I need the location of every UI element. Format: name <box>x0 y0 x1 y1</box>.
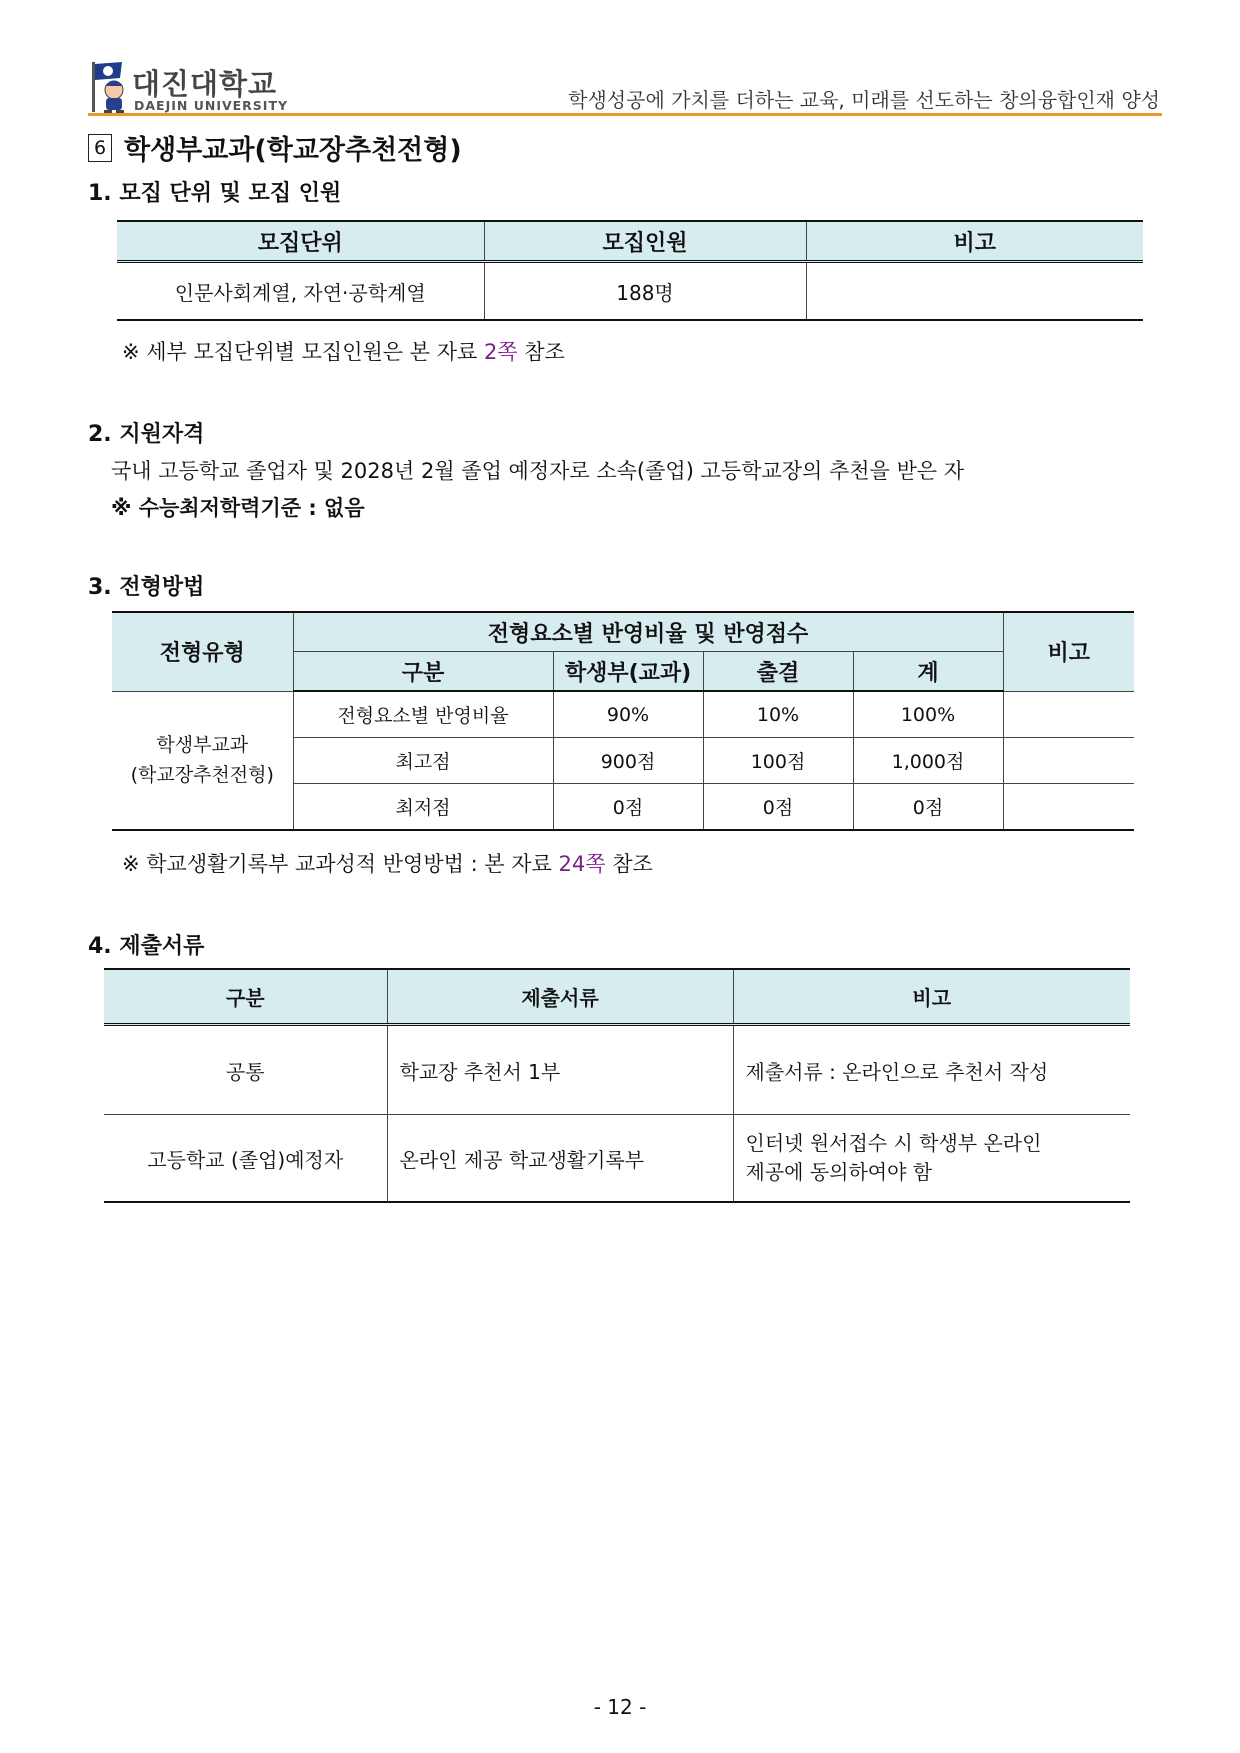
heading-documents: 4. 제출서류 <box>88 934 205 959</box>
header-documents: 제출서류 <box>387 969 733 1025</box>
section-title <box>88 128 462 167</box>
method-note <box>122 848 653 878</box>
evaluation-table <box>112 611 1134 831</box>
recruitment-table <box>117 220 1143 321</box>
section-number-box: 6 <box>88 134 112 162</box>
cell-category: 고등학교 (졸업)예정자 <box>104 1115 387 1203</box>
logo-text-english: DAEJIN UNIVERSITY <box>134 98 289 113</box>
subheader-total: 계 <box>853 652 1003 692</box>
header-rule <box>88 113 1162 116</box>
table-cell <box>1003 691 1134 738</box>
table-cell: 10% <box>703 691 853 738</box>
cell-remark <box>806 262 1143 321</box>
cell-count: 188명 <box>484 262 806 321</box>
header-remark: 비고 <box>806 221 1143 262</box>
header-remark: 비고 <box>1003 612 1134 691</box>
type-name-line1: 학생부교과 <box>156 734 249 757</box>
subheader-record: 학생부(교과) <box>553 652 703 692</box>
note-text: ※ 학교생활기록부 교과성적 반영방법 : 본 자료 <box>122 852 559 876</box>
header-slogan: 학생성공에 가치를 더하는 교육, 미래를 선도하는 창의융합인재 양성 <box>568 88 1160 112</box>
remark-line1: 인터넷 원서접수 시 학생부 온라인 <box>745 1131 1042 1155</box>
documents-table <box>104 968 1130 1203</box>
table-cell: 최고점 <box>293 738 553 784</box>
table-cell: 0점 <box>553 784 703 831</box>
table-cell <box>1003 784 1134 831</box>
header-group: 전형요소별 반영비율 및 반영점수 <box>293 612 1003 652</box>
subheader-attendance: 출결 <box>703 652 853 692</box>
subheader-category: 구분 <box>293 652 553 692</box>
table-cell: 90% <box>553 691 703 738</box>
note-text-suffix: 참조 <box>605 852 653 876</box>
header-count: 모집인원 <box>484 221 806 262</box>
table-cell: 100점 <box>703 738 853 784</box>
logo-text-korean: 대진대학교 <box>132 67 278 101</box>
cell-documents: 학교장 추천서 1부 <box>387 1025 733 1115</box>
eligibility-text: 국내 고등학교 졸업자 및 2028년 2월 졸업 예정자로 소속(졸업) 고등학교장의 추천을 받은 자 <box>111 459 965 483</box>
table-cell: 100% <box>853 691 1003 738</box>
table-cell: 0점 <box>853 784 1003 831</box>
cell-type-name <box>112 691 293 830</box>
table-cell: 최저점 <box>293 784 553 831</box>
header-remark: 비고 <box>733 969 1130 1025</box>
header-unit: 모집단위 <box>117 221 484 262</box>
cell-unit: 인문사회계열, 자연·공학계열 <box>117 262 484 321</box>
eligibility-note: ※ 수능최저학력기준 : 없음 <box>111 496 365 520</box>
header-category: 구분 <box>104 969 387 1025</box>
type-name-line2: (학교장추천전형) <box>130 764 274 787</box>
note-text: ※ 세부 모집단위별 모집인원은 본 자료 <box>122 340 484 364</box>
cell-documents: 온라인 제공 학교생활기록부 <box>387 1115 733 1203</box>
note-page-ref: 2쪽 <box>483 340 518 364</box>
table-cell <box>1003 738 1134 784</box>
cell-remark: 제출서류 : 온라인으로 추천서 작성 <box>733 1025 1130 1115</box>
mascot-icon <box>88 58 132 116</box>
table-cell: 0점 <box>703 784 853 831</box>
table-cell: 900점 <box>553 738 703 784</box>
page-number: - 12 - <box>593 1695 647 1719</box>
cell-remark <box>733 1115 1130 1203</box>
section-title-text: 학생부교과(학교장추천전형) <box>124 135 462 166</box>
note-page-ref: 24쪽 <box>558 852 606 876</box>
university-logo <box>88 58 298 116</box>
heading-method: 3. 전형방법 <box>88 575 205 600</box>
note-text-suffix: 참조 <box>517 340 565 364</box>
heading-eligibility: 2. 지원자격 <box>88 422 205 447</box>
header-type: 전형유형 <box>112 612 293 691</box>
heading-recruitment: 1. 모집 단위 및 모집 인원 <box>88 181 342 206</box>
table-cell: 전형요소별 반영비율 <box>293 691 553 738</box>
table-cell: 1,000점 <box>853 738 1003 784</box>
recruitment-note <box>122 336 565 366</box>
remark-line2: 제공에 동의하여야 함 <box>745 1160 933 1184</box>
cell-category: 공통 <box>104 1025 387 1115</box>
